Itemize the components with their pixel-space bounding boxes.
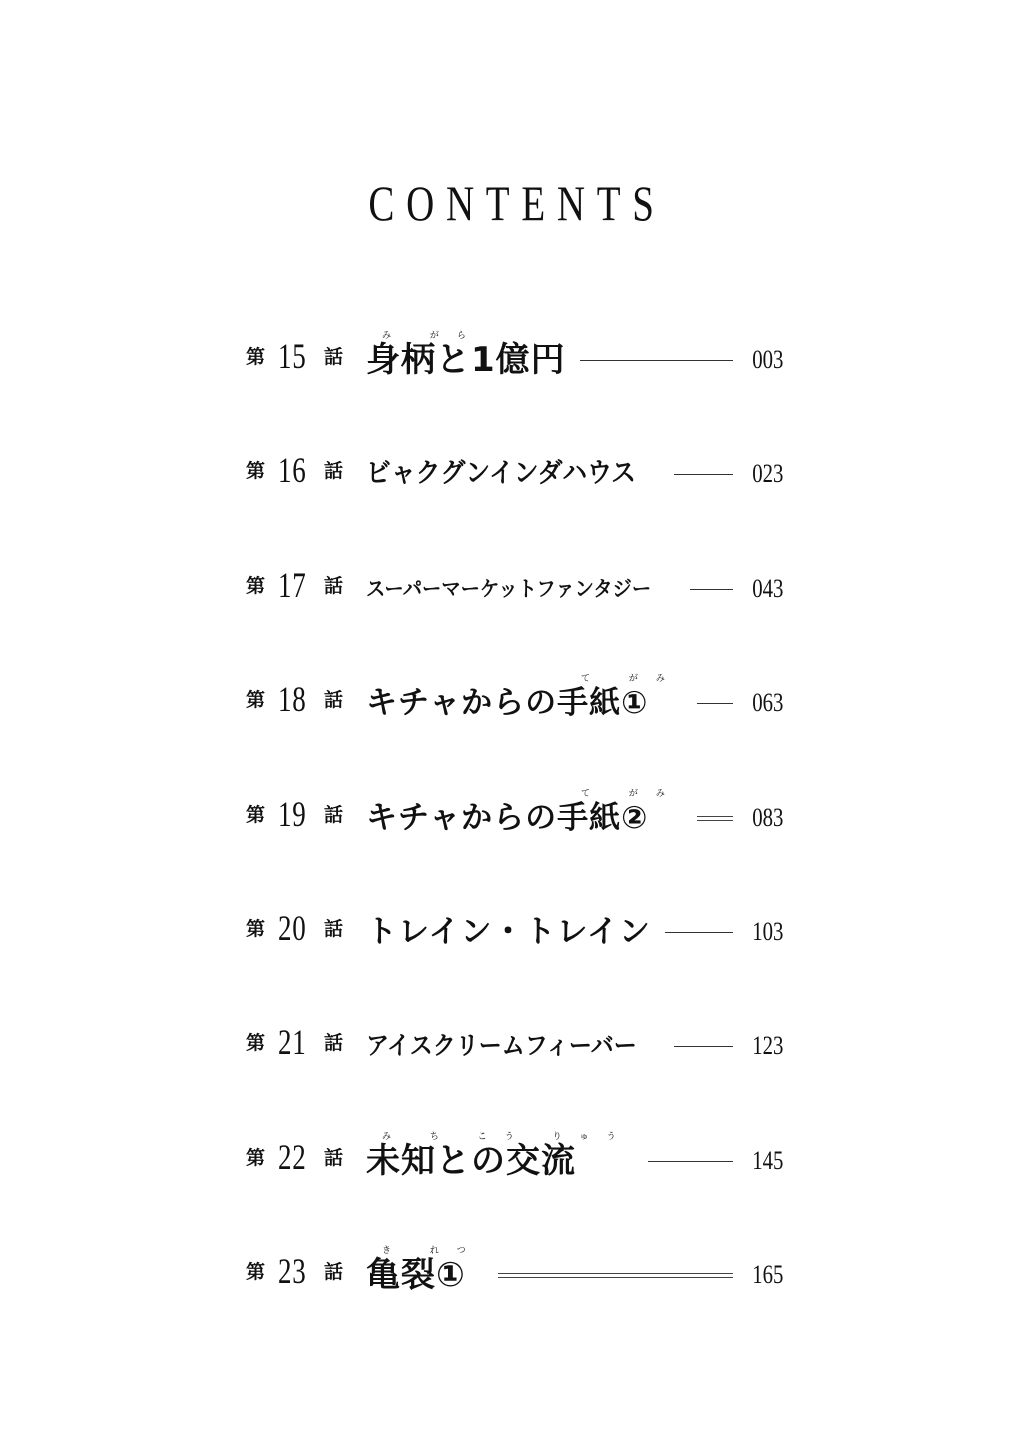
- page-number: 145: [752, 1145, 784, 1175]
- chapter-title: ビャクグンインダハウス: [366, 458, 637, 490]
- toc-entry-23: [246, 1245, 784, 1359]
- chapter-title-ruby: [366, 444, 660, 456]
- chapter-number: 16: [278, 450, 307, 491]
- chapter-number: 21: [278, 1022, 307, 1063]
- page-number: 103: [752, 916, 784, 946]
- chapter-suffix: 話: [324, 346, 344, 368]
- toc-entry-18: [246, 673, 784, 787]
- chapter-number: 20: [278, 907, 307, 948]
- dot-leader: [690, 589, 733, 590]
- page-number: 043: [752, 573, 784, 603]
- chapter-title-block: [366, 902, 651, 950]
- toc-entry-22: [246, 1131, 784, 1245]
- dot-leader: [697, 703, 733, 704]
- chapter-suffix: 話: [324, 689, 344, 712]
- dot-leader: [498, 1273, 733, 1278]
- chapter-number: 17: [278, 564, 307, 605]
- chapter-title: キチャからの手紙①: [366, 685, 649, 722]
- dot-leader: [697, 816, 733, 821]
- toc-entry-19: [246, 788, 784, 902]
- toc-entry-15: [246, 330, 784, 444]
- chapter-title: スーパーマーケットファンタジー: [366, 576, 652, 601]
- chapter-title: 未知との交流: [366, 1140, 576, 1181]
- chapter-prefix: 第: [246, 574, 266, 597]
- page-number: 023: [752, 459, 784, 489]
- chapter-prefix: 第: [246, 346, 266, 368]
- chapter-title-block: [366, 788, 683, 836]
- chapter-title-block: [366, 330, 566, 378]
- chapter-title: アイスクリームフィーバー: [366, 1031, 637, 1061]
- page-title: CONTENTS: [368, 175, 666, 231]
- chapter-suffix: 話: [324, 1261, 344, 1284]
- chapter-title: 身柄と1億円: [366, 340, 566, 380]
- chapter-title-ruby: て がみ: [581, 674, 683, 685]
- dot-leader: [665, 932, 733, 933]
- chapter-suffix: 話: [324, 1146, 344, 1169]
- chapter-number: 18: [278, 679, 307, 720]
- chapter-prefix: 第: [246, 1032, 266, 1055]
- chapter-suffix: 話: [324, 917, 344, 940]
- chapter-number: 15: [278, 336, 307, 376]
- chapter-prefix: 第: [246, 803, 266, 826]
- dot-leader: [674, 474, 734, 475]
- chapter-title-block: [366, 444, 660, 492]
- dot-leader: [674, 1046, 733, 1047]
- page-number: 083: [752, 802, 784, 832]
- chapter-title-block: [366, 673, 683, 721]
- chapter-prefix: 第: [246, 1146, 266, 1169]
- chapter-title-block: [366, 1131, 634, 1179]
- chapter-suffix: 話: [324, 460, 344, 483]
- chapter-title-ruby: み がら: [382, 331, 484, 341]
- chapter-number: 22: [278, 1136, 307, 1177]
- chapter-title-ruby: て がみ: [581, 788, 683, 799]
- chapter-title-block: [366, 1016, 660, 1064]
- chapter-number: 19: [278, 793, 307, 834]
- chapter-number: 23: [278, 1251, 307, 1292]
- chapter-title-ruby: [366, 1016, 660, 1028]
- chapter-title: 亀裂①: [366, 1255, 466, 1296]
- chapter-suffix: 話: [324, 803, 344, 826]
- page-number: 123: [752, 1031, 784, 1061]
- chapter-prefix: 第: [246, 917, 266, 940]
- dot-leader: [580, 360, 733, 361]
- chapter-suffix: 話: [324, 574, 344, 597]
- page-number: 063: [752, 688, 784, 718]
- dot-leader: [648, 1161, 733, 1162]
- chapter-title-ruby: き れつ: [382, 1246, 484, 1257]
- toc-entry-20: [246, 902, 784, 1016]
- chapter-prefix: 第: [246, 689, 266, 712]
- chapter-title-ruby: [366, 559, 676, 571]
- chapter-prefix: 第: [246, 460, 266, 483]
- chapter-suffix: 話: [324, 1032, 344, 1055]
- chapter-title-block: [366, 559, 676, 607]
- chapter-title-block: [366, 1245, 484, 1296]
- chapter-title: トレイン・トレイン: [366, 913, 651, 950]
- chapter-title-ruby: [366, 902, 651, 914]
- page-number: 003: [752, 345, 784, 374]
- table-of-contents: [246, 330, 784, 1360]
- toc-entry-16: [246, 444, 784, 558]
- chapter-title-ruby: み ち こう りゅう: [382, 1131, 634, 1142]
- chapter-title: キチャからの手紙②: [366, 799, 649, 836]
- page-number: 165: [752, 1260, 784, 1290]
- chapter-prefix: 第: [246, 1261, 266, 1284]
- toc-entry-21: [246, 1016, 784, 1130]
- toc-entry-17: [246, 559, 784, 673]
